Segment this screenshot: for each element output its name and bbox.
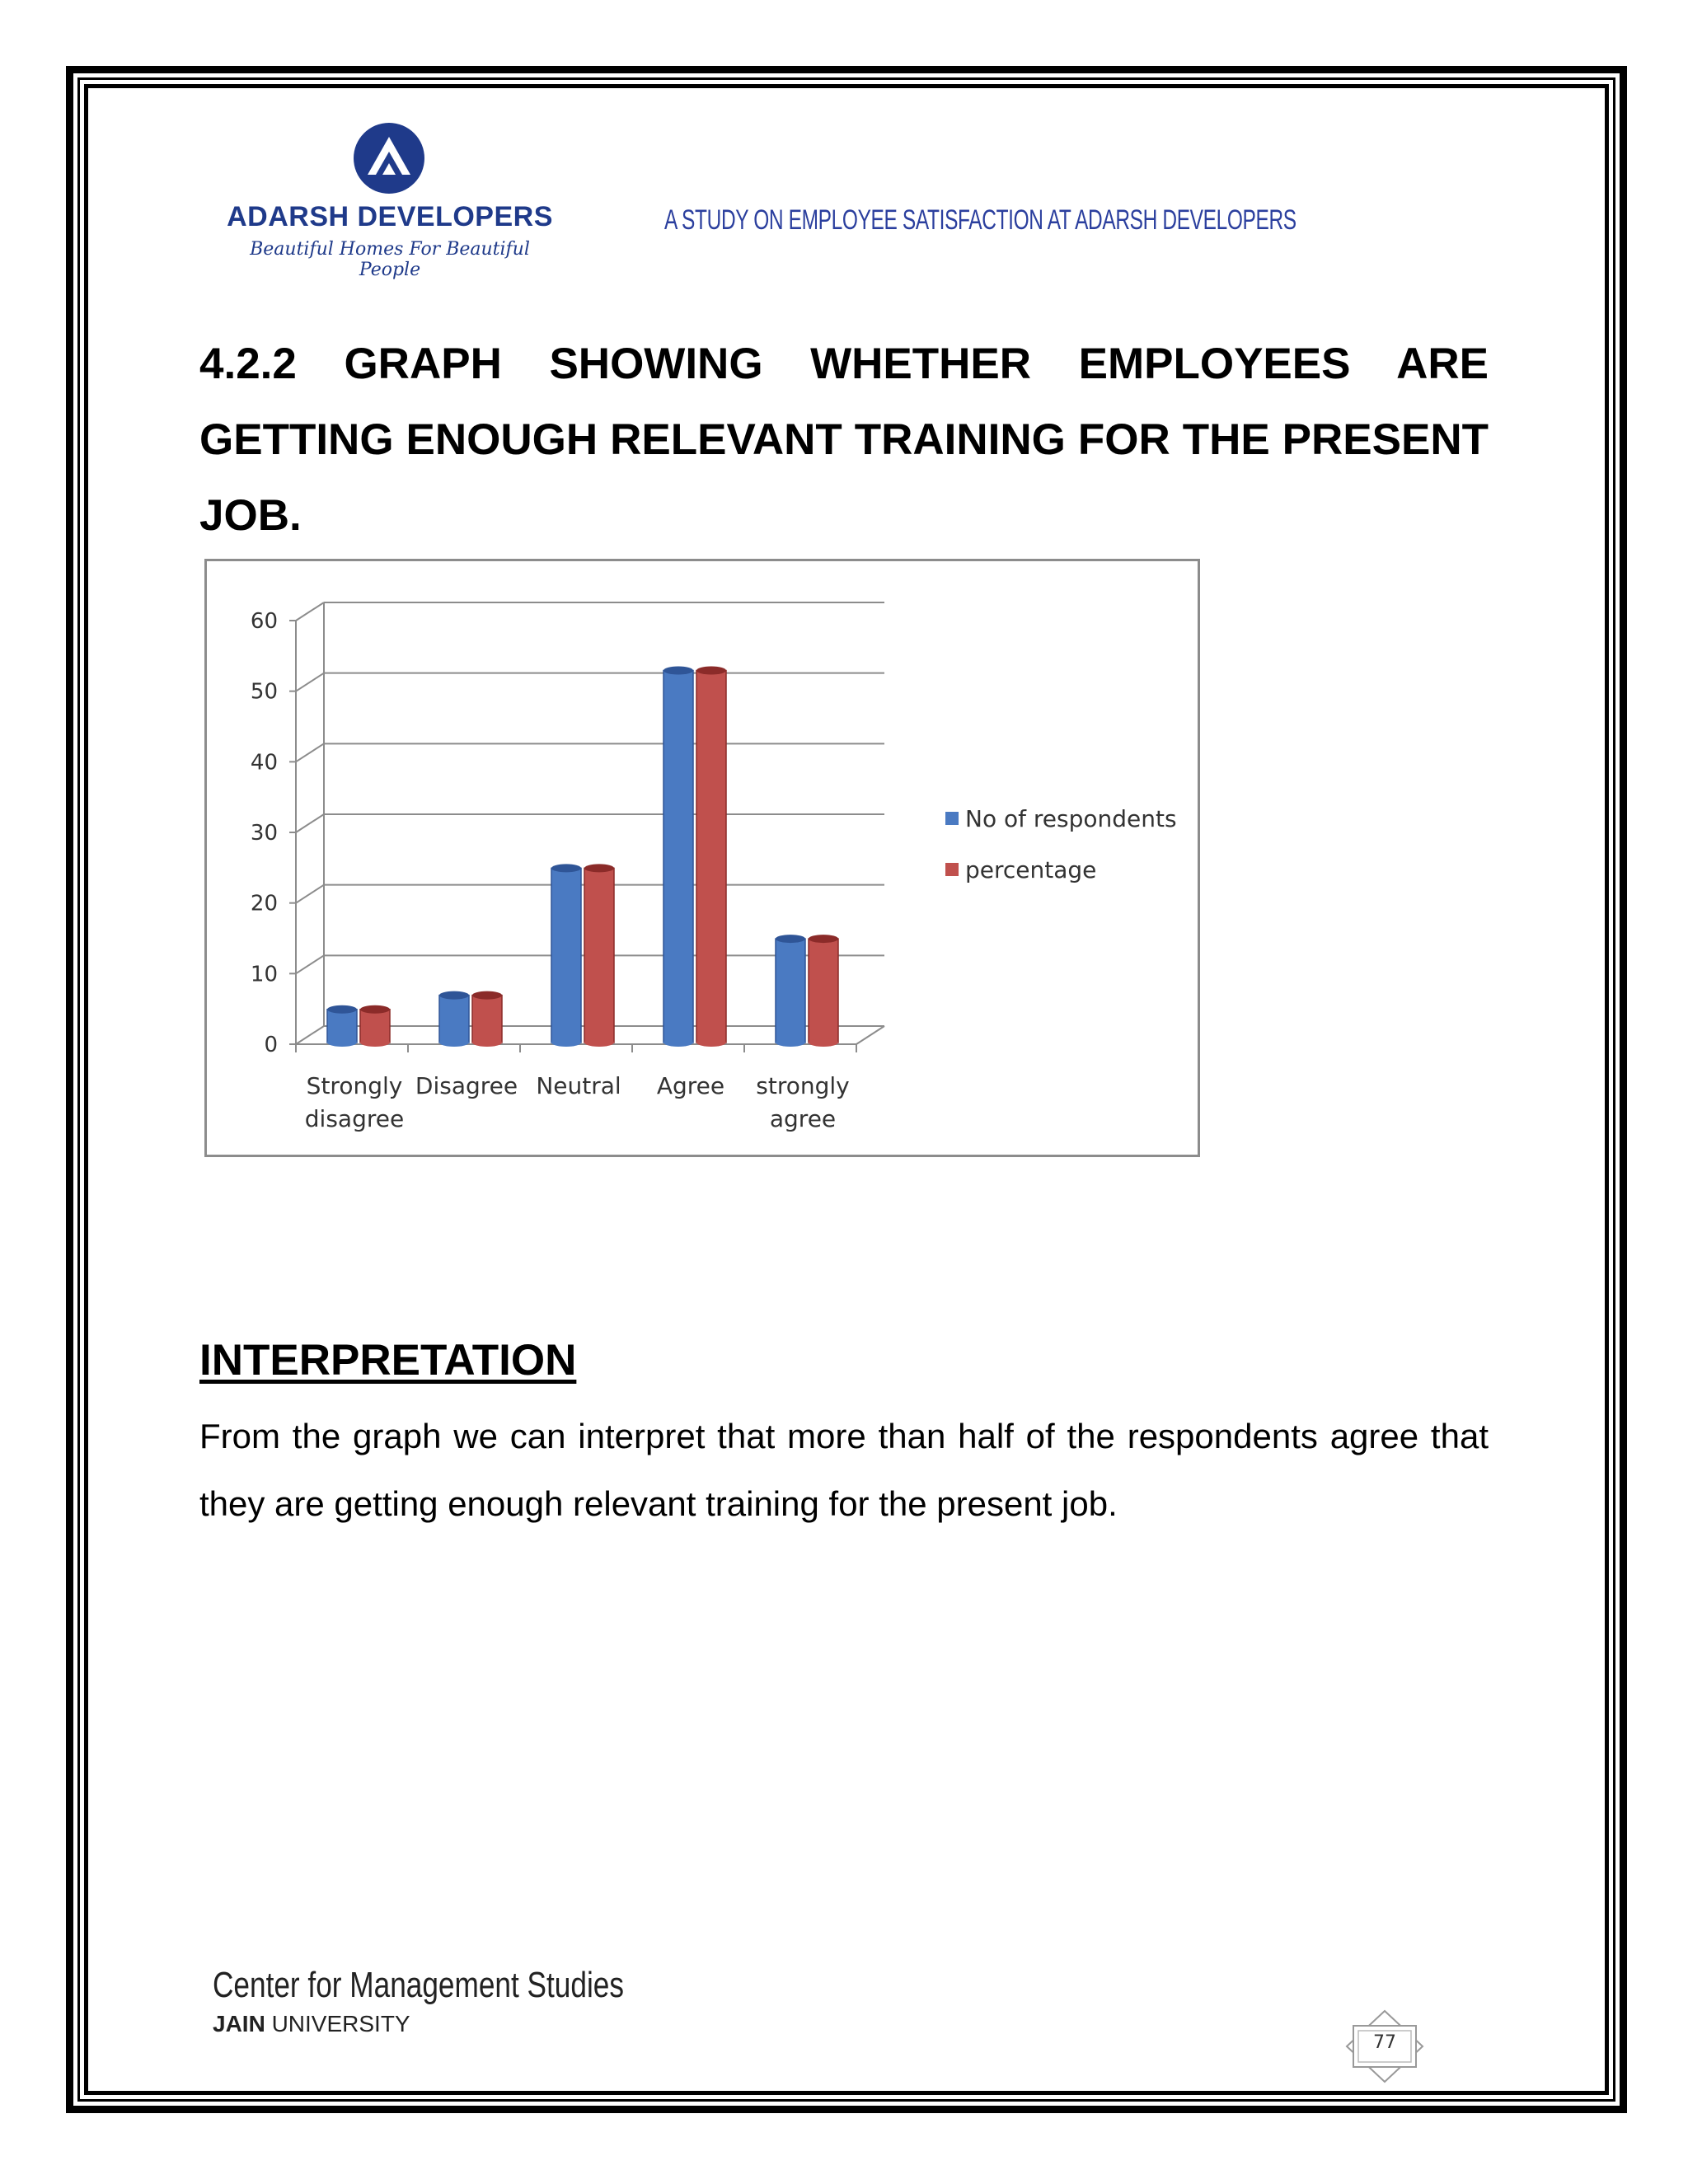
bar <box>584 864 614 1047</box>
bar-base <box>663 1038 693 1047</box>
interpretation-title: INTERPRETATION <box>199 1336 577 1385</box>
footer-university-bold: JAIN <box>213 2011 265 2036</box>
y-tick-label: 0 <box>264 1033 278 1057</box>
bar-body <box>551 868 581 1043</box>
page-number: 77 <box>1373 2032 1396 2053</box>
brand-name: ADARSH DEVELOPERS <box>227 201 553 232</box>
adarsh-logo-icon <box>353 122 425 194</box>
bar-cap <box>776 935 805 943</box>
bar-body <box>327 1010 357 1043</box>
bar-body <box>472 996 502 1043</box>
x-category-label: Agree <box>656 1072 725 1099</box>
bar <box>809 935 838 1047</box>
section-heading: 4.2.2 GRAPH SHOWING WHETHER EMPLOYEES ARE GETTING ENOUGH RELEVANT TRAINING FOR THE PRESENT JOB. <box>199 340 1489 540</box>
bar-base <box>551 1038 581 1047</box>
bar-body <box>584 868 614 1043</box>
legend-swatch <box>945 812 959 825</box>
bar-body <box>696 671 726 1043</box>
bar-body <box>360 1010 390 1043</box>
legend-label: percentage <box>965 856 1097 883</box>
footer-university-rest: UNIVERSITY <box>265 2011 410 2036</box>
bar <box>327 1005 357 1047</box>
x-category-label: strongly <box>756 1072 850 1099</box>
bar <box>663 667 693 1047</box>
bar <box>551 864 581 1047</box>
bar-body <box>663 671 693 1043</box>
bar-base <box>584 1038 614 1047</box>
bar-cap <box>551 864 581 872</box>
bar <box>696 667 726 1047</box>
x-category-label: disagree <box>304 1105 405 1132</box>
gridline-diagonal <box>296 814 324 832</box>
bar-base <box>776 1038 805 1047</box>
x-category-label: Neutral <box>536 1072 621 1099</box>
bar-base <box>472 1038 502 1047</box>
bar <box>472 991 502 1047</box>
bar-body <box>439 996 469 1043</box>
gridline-diagonal <box>296 1026 324 1044</box>
y-tick-label: 10 <box>250 962 278 987</box>
bar-cap <box>439 991 469 1000</box>
bar-base <box>439 1038 469 1047</box>
bar-cap <box>472 991 502 1000</box>
bar-cap <box>696 667 726 675</box>
bar-cap <box>809 935 838 943</box>
gridline-diagonal <box>296 743 324 762</box>
y-tick-label: 50 <box>250 679 278 705</box>
bar <box>776 935 805 1047</box>
bar-body <box>776 939 805 1043</box>
bar-cap <box>584 864 614 872</box>
gridline-diagonal <box>296 955 324 973</box>
gridline-diagonal <box>296 885 324 903</box>
bar-base <box>696 1038 726 1047</box>
floor-edge <box>856 1026 884 1044</box>
chart-container <box>204 559 1200 1157</box>
gridline-diagonal <box>296 602 324 621</box>
legend-swatch <box>945 863 959 876</box>
y-tick-label: 60 <box>250 609 278 634</box>
bar <box>360 1005 390 1047</box>
x-category-label: Disagree <box>415 1072 518 1099</box>
footer-university <box>213 2011 410 2037</box>
gridline-diagonal <box>296 673 324 691</box>
bar-body <box>809 939 838 1043</box>
y-tick-label: 30 <box>250 821 278 846</box>
bar <box>439 991 469 1047</box>
interpretation-text: From the graph we can interpret that more than half of the respondents agree that they are getting enough relevant training for the present job. <box>199 1417 1489 1523</box>
legend-label: No of respondents <box>965 805 1177 832</box>
bar-cap <box>663 667 693 675</box>
footer-center-name: Center for Management Studies <box>213 1965 624 2005</box>
bar-base <box>327 1038 357 1047</box>
x-category-label: agree <box>769 1105 837 1132</box>
y-tick-label: 20 <box>250 891 278 916</box>
y-tick-label: 40 <box>250 750 278 776</box>
bar-cap <box>327 1005 357 1014</box>
bar-cap <box>360 1005 390 1014</box>
bar-chart <box>207 561 1198 1155</box>
brand-tagline: Beautiful Homes For Beautiful People <box>250 239 530 280</box>
bar-base <box>809 1038 838 1047</box>
x-category-label: Strongly <box>306 1072 403 1099</box>
bar-base <box>360 1038 390 1047</box>
study-title: A STUDY ON EMPLOYEE SATISFACTION AT ADARSH DEVELOPERS <box>664 204 1296 236</box>
